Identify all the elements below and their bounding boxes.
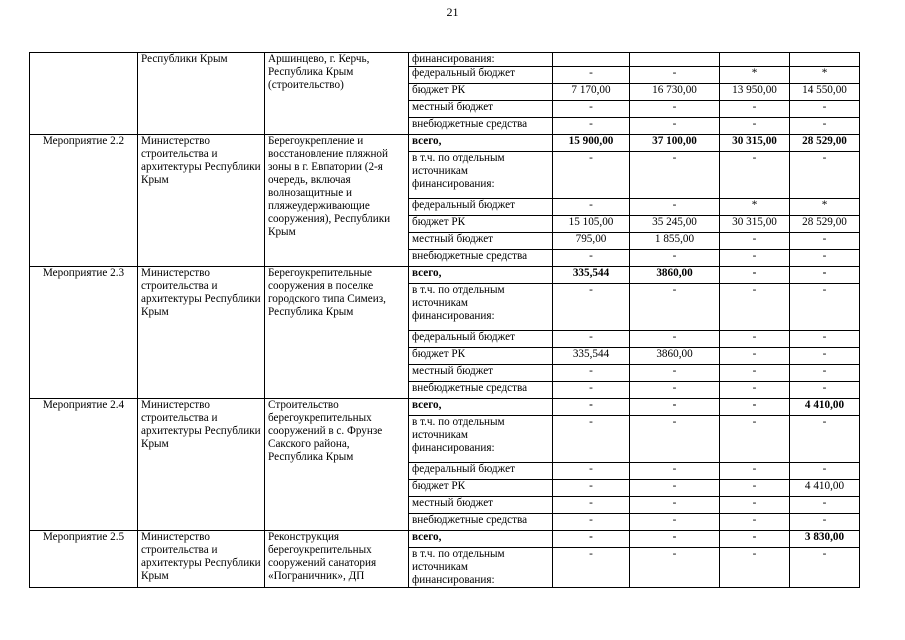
funding-value-cell: - (553, 284, 630, 331)
measure-name (30, 53, 138, 135)
funding-value-cell: - (790, 284, 860, 331)
funding-value-cell: 30 315,00 (720, 135, 790, 152)
funding-value-cell: - (553, 118, 630, 135)
funding-value-cell: - (720, 382, 790, 399)
funding-value-cell: - (630, 531, 720, 548)
object-cell: Реконструкция берегоукрепительных сооружений санатория «Пограничник», ДП (265, 531, 409, 588)
funding-value-cell: 13 950,00 (720, 84, 790, 101)
funding-value-cell: - (630, 463, 720, 480)
funding-source-label: федеральный бюджет (409, 463, 553, 480)
table-row (30, 135, 860, 152)
funding-value-cell: - (553, 480, 630, 497)
funding-value-cell: - (790, 514, 860, 531)
funding-value-cell: - (790, 331, 860, 348)
funding-value-cell: - (790, 348, 860, 365)
funding-value-cell: - (630, 548, 720, 588)
funding-source-label: бюджет РК (409, 216, 553, 233)
funding-value-cell: - (790, 233, 860, 250)
funding-value-cell: - (630, 399, 720, 416)
funding-value-cell: - (720, 480, 790, 497)
funding-value-cell: - (720, 399, 790, 416)
measure-name: Мероприятие 2.3 (30, 267, 138, 399)
funding-value-cell: - (630, 382, 720, 399)
funding-value-cell: 3860,00 (630, 348, 720, 365)
funding-value-cell: - (790, 365, 860, 382)
funding-value-cell: 1 855,00 (630, 233, 720, 250)
funding-value-cell: 335,544 (553, 348, 630, 365)
funding-value-cell: 3860,00 (630, 267, 720, 284)
measure-name: Мероприятие 2.2 (30, 135, 138, 267)
table-row (30, 399, 860, 416)
funding-value-cell: - (553, 548, 630, 588)
funding-value-cell: 3 830,00 (790, 531, 860, 548)
funding-value-cell (790, 53, 860, 67)
funding-value-cell: - (720, 331, 790, 348)
funding-value-cell (720, 53, 790, 67)
funding-value-cell: - (553, 399, 630, 416)
funding-source-label: в т.ч. по отдельным источникам финансирования: (409, 152, 553, 199)
funding-value-cell: - (720, 514, 790, 531)
funding-source-label: бюджет РК (409, 348, 553, 365)
funding-source-label: всего, (409, 531, 553, 548)
executor-cell: Министерство строительства и архитектуры Республики Крым (138, 399, 265, 531)
page-number: 21 (446, 5, 459, 19)
funding-source-label: местный бюджет (409, 101, 553, 118)
funding-value-cell: 16 730,00 (630, 84, 720, 101)
funding-value-cell: - (720, 416, 790, 463)
funding-value-cell: - (720, 152, 790, 199)
funding-source-label: внебюджетные средства (409, 514, 553, 531)
funding-source-label: внебюджетные средства (409, 250, 553, 267)
funding-source-label: в т.ч. по отдельным источникам финансирования: (409, 284, 553, 331)
funding-value-cell: - (720, 365, 790, 382)
funding-source-label: бюджет РК (409, 84, 553, 101)
object-cell: Берегоукрепительные сооружения в поселке городского типа Симеиз, Республика Крым (265, 267, 409, 399)
funding-value-cell: - (790, 382, 860, 399)
funding-value-cell: 14 550,00 (790, 84, 860, 101)
funding-value-cell: - (720, 497, 790, 514)
funding-value-cell: - (630, 199, 720, 216)
funding-value-cell: - (790, 118, 860, 135)
funding-source-label: всего, (409, 399, 553, 416)
executor-cell: Министерство строительства и архитектуры Республики Крым (138, 531, 265, 588)
executor-cell: Министерство строительства и архитектуры Республики Крым (138, 135, 265, 267)
funding-source-label: финансирования: (409, 53, 553, 67)
funding-value-cell: - (630, 416, 720, 463)
funding-value-cell: - (553, 250, 630, 267)
funding-value-cell: 795,00 (553, 233, 630, 250)
funding-value-cell: - (790, 463, 860, 480)
funding-value-cell: 35 245,00 (630, 216, 720, 233)
funding-value-cell: - (720, 118, 790, 135)
funding-value-cell: - (790, 101, 860, 118)
funding-value-cell: - (720, 267, 790, 284)
funding-value-cell: * (790, 67, 860, 84)
funding-value-cell: - (553, 152, 630, 199)
funding-source-label: внебюджетные средства (409, 382, 553, 399)
funding-value-cell: - (553, 199, 630, 216)
funding-value-cell: - (553, 382, 630, 399)
funding-source-label: внебюджетные средства (409, 118, 553, 135)
funding-value-cell: - (790, 267, 860, 284)
funding-value-cell: - (720, 250, 790, 267)
funding-value-cell: - (790, 548, 860, 588)
funding-value-cell: - (630, 118, 720, 135)
funding-value-cell: - (790, 497, 860, 514)
funding-value-cell: * (790, 199, 860, 216)
funding-value-cell: - (790, 250, 860, 267)
funding-value-cell: - (553, 416, 630, 463)
funding-value-cell (553, 53, 630, 67)
funding-value-cell: - (720, 548, 790, 588)
funding-value-cell: - (720, 233, 790, 250)
object-cell: Строительство берегоукрепительных сооружений в с. Фрунзе Сакского района, Республика Крым (265, 399, 409, 531)
funding-value-cell: 7 170,00 (553, 84, 630, 101)
funding-value-cell: - (553, 463, 630, 480)
funding-value-cell: - (553, 531, 630, 548)
funding-source-label: всего, (409, 135, 553, 152)
funding-source-label: федеральный бюджет (409, 331, 553, 348)
funding-table (29, 52, 860, 588)
measure-name: Мероприятие 2.4 (30, 399, 138, 531)
funding-value-cell: - (553, 514, 630, 531)
executor-cell: Министерство строительства и архитектуры Республики Крым (138, 267, 265, 399)
funding-source-label: в т.ч. по отдельным источникам финансирования: (409, 416, 553, 463)
funding-value-cell: - (553, 101, 630, 118)
funding-value-cell: * (720, 67, 790, 84)
funding-value-cell: - (720, 101, 790, 118)
funding-source-label: местный бюджет (409, 365, 553, 382)
funding-value-cell: 15 105,00 (553, 216, 630, 233)
table-row (30, 53, 860, 67)
funding-value-cell: - (630, 497, 720, 514)
executor-cell: Республики Крым (138, 53, 265, 135)
funding-value-cell: - (720, 348, 790, 365)
funding-value-cell: 28 529,00 (790, 216, 860, 233)
table-row (30, 531, 860, 548)
funding-value-cell: - (630, 101, 720, 118)
funding-value-cell: 37 100,00 (630, 135, 720, 152)
funding-value-cell: 15 900,00 (553, 135, 630, 152)
funding-value-cell: - (553, 67, 630, 84)
table-body (30, 53, 860, 588)
funding-source-label: всего, (409, 267, 553, 284)
object-cell: Берегоукрепление и восстановление пляжной зоны в г. Евпатории (2-я очередь, включая волнозащитные и пляжеудерживающие сооружения), Республики Крым (265, 135, 409, 267)
funding-value-cell: - (630, 365, 720, 382)
funding-source-label: местный бюджет (409, 497, 553, 514)
funding-value-cell: - (790, 416, 860, 463)
funding-value-cell: 4 410,00 (790, 399, 860, 416)
funding-value-cell: * (720, 199, 790, 216)
funding-value-cell: - (630, 152, 720, 199)
funding-value-cell: - (630, 284, 720, 331)
funding-value-cell (630, 53, 720, 67)
funding-value-cell: - (630, 331, 720, 348)
funding-source-label: федеральный бюджет (409, 199, 553, 216)
funding-value-cell: - (720, 531, 790, 548)
funding-value-cell: - (553, 497, 630, 514)
funding-value-cell: 30 315,00 (720, 216, 790, 233)
funding-value-cell: - (630, 514, 720, 531)
funding-value-cell: - (790, 152, 860, 199)
funding-source-label: местный бюджет (409, 233, 553, 250)
funding-value-cell: - (630, 480, 720, 497)
funding-source-label: федеральный бюджет (409, 67, 553, 84)
funding-value-cell: - (720, 463, 790, 480)
funding-value-cell: 4 410,00 (790, 480, 860, 497)
funding-value-cell: - (630, 250, 720, 267)
measure-name: Мероприятие 2.5 (30, 531, 138, 588)
funding-value-cell: - (630, 67, 720, 84)
funding-value-cell: - (553, 365, 630, 382)
funding-value-cell: 28 529,00 (790, 135, 860, 152)
table-row (30, 267, 860, 284)
object-cell: Аршинцево, г. Керчь, Республика Крым (строительство) (265, 53, 409, 135)
funding-value-cell: 335,544 (553, 267, 630, 284)
funding-source-label: в т.ч. по отдельным источникам финансирования: (409, 548, 553, 588)
funding-value-cell: - (720, 284, 790, 331)
funding-value-cell: - (553, 331, 630, 348)
funding-source-label: бюджет РК (409, 480, 553, 497)
